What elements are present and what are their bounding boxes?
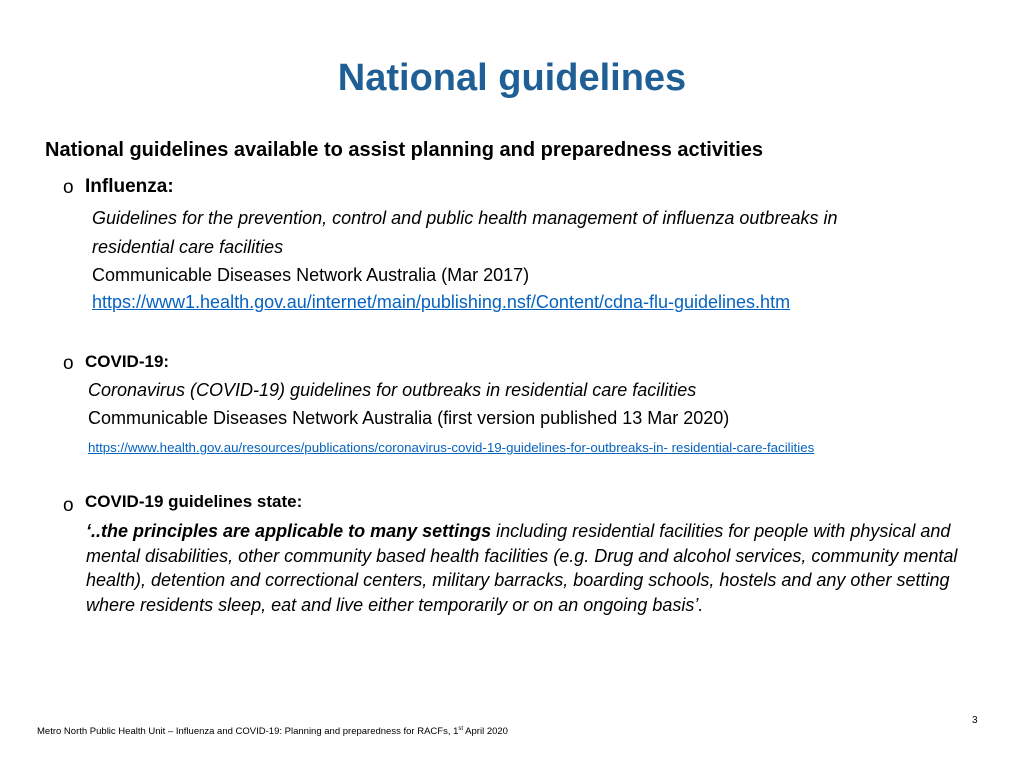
influenza-label: Influenza: — [85, 176, 174, 197]
covid-label: COVID-19: — [85, 352, 170, 371]
footer — [37, 726, 508, 738]
footer-superscript: st — [458, 725, 464, 732]
influenza-guidelines-link[interactable]: https://www1.health.gov.au/internet/main/publishing.nsf/Content/cdna-flu-guidelines.htm — [92, 292, 791, 312]
influenza-doc-title-line1: Guidelines for the prevention, control and public health management of influenza outbreaks in — [92, 208, 838, 228]
covid-doc-title: Coronavirus (COVID-19) guidelines for outbreaks in residential care facilities — [88, 380, 697, 400]
guidelines-quote — [86, 519, 976, 617]
slide-title: National guidelines — [337, 57, 687, 99]
influenza-publisher: Communicable Diseases Network Australia (Mar 2017) — [92, 265, 530, 285]
footer-text: Metro North Public Health Unit – Influenza and COVID-19: Planning and preparedness for RACFs, 1 — [37, 726, 459, 737]
quote-emphasis: ‘..the principles are applicable to many settings — [86, 521, 492, 541]
footer-date: April 2020 — [463, 726, 508, 737]
influenza-doc-title-line2: residential care facilities — [92, 237, 284, 257]
page-number: 3 — [972, 715, 978, 726]
bullet-circle-icon: o — [63, 177, 74, 198]
bullet-circle-icon: o — [63, 353, 74, 374]
bullet-circle-icon: o — [63, 495, 74, 516]
state-label: COVID-19 guidelines state: — [85, 492, 303, 511]
covid-guidelines-link[interactable]: https://www.health.gov.au/resources/publications/coronavirus-covid-19-guidelines-for-outbreaks-in- residential-care-facilities — [88, 440, 815, 455]
covid-publisher: Communicable Diseases Network Australia (first version published 13 Mar 2020) — [88, 408, 730, 428]
slide-subtitle: National guidelines available to assist planning and preparedness activities — [45, 139, 763, 161]
quote-body: including residential facilities for people with physical and mental disabilities, other community based health facilities (e.g. Drug and alcohol services, community mental health), detention and correctional centers, military barracks, boarding schools, hostels and any other setting where residents sleep, eat and live either temporarily or on an ongoing basis’. — [86, 521, 958, 615]
